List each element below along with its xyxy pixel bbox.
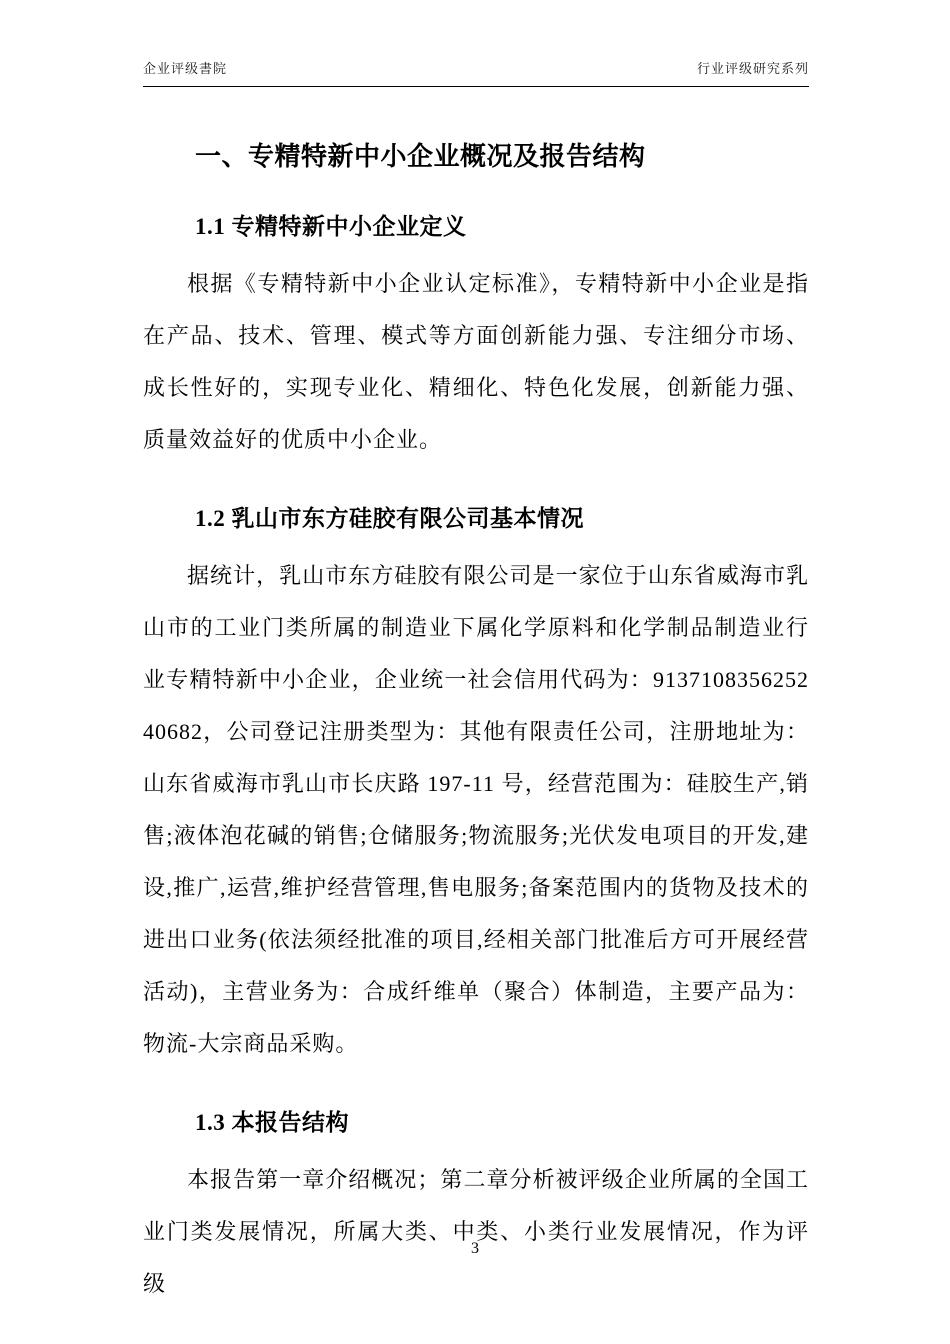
document-body: [143, 140, 809, 1310]
header-left-text: 企业评级書院: [143, 61, 228, 76]
page-number: 3: [471, 1240, 479, 1257]
header-right-text: 行业评级研究系列: [696, 61, 809, 76]
header-divider-rule: [143, 86, 809, 87]
page-footer: [0, 1240, 950, 1258]
chapter-heading: 一、专精特新中小企业概况及报告结构: [195, 142, 646, 171]
paragraph-definition: 根据《专精特新中小企业认定标准》，专精特新中小企业是指在产品、技术、管理、模式等方面创新能力强、专注细分市场、成长性好的，实现专业化、精细化、特色化发展，创新能力强、质量效益好的优质中小企业。: [143, 271, 809, 452]
section-heading-1-3: 1.3 本报告结构: [195, 1110, 349, 1135]
paragraph-company-info: 据统计，乳山市东方硅胶有限公司是一家位于山东省威海市乳山市的工业门类所属的制造业下属化学原料和化学制品制造业行业专精特新中小企业，企业统一社会信用代码为：913710835625240682，公司登记注册类型为：其他有限责任公司，注册地址为：山东省威海市乳山市长庆路 197-11 号，经营范围为：硅胶生产,销售;液体泡花碱的销售;仓储服务;物流服务;光伏发电项目的开发,建设,推广,运营,维护经营管理,售电服务;备案范围内的货物及技术的进出口业务(依法须经批准的项目,经相关部门批准后方可开展经营活动)，主营业务为：合成纤维单（聚合）体制造，主要产品为：物流-大宗商品采购。: [143, 563, 809, 1056]
page-header: [143, 58, 809, 77]
section-heading-1-1: 1.1 专精特新中小企业定义: [195, 214, 467, 239]
paragraph-report-structure: 本报告第一章介绍概况；第二章分析被评级企业所属的全国工业门类发展情况，所属大类、中类、小类行业发展情况，作为评级: [143, 1167, 809, 1296]
section-heading-1-2: 1.2 乳山市东方硅胶有限公司基本情况: [195, 506, 584, 531]
